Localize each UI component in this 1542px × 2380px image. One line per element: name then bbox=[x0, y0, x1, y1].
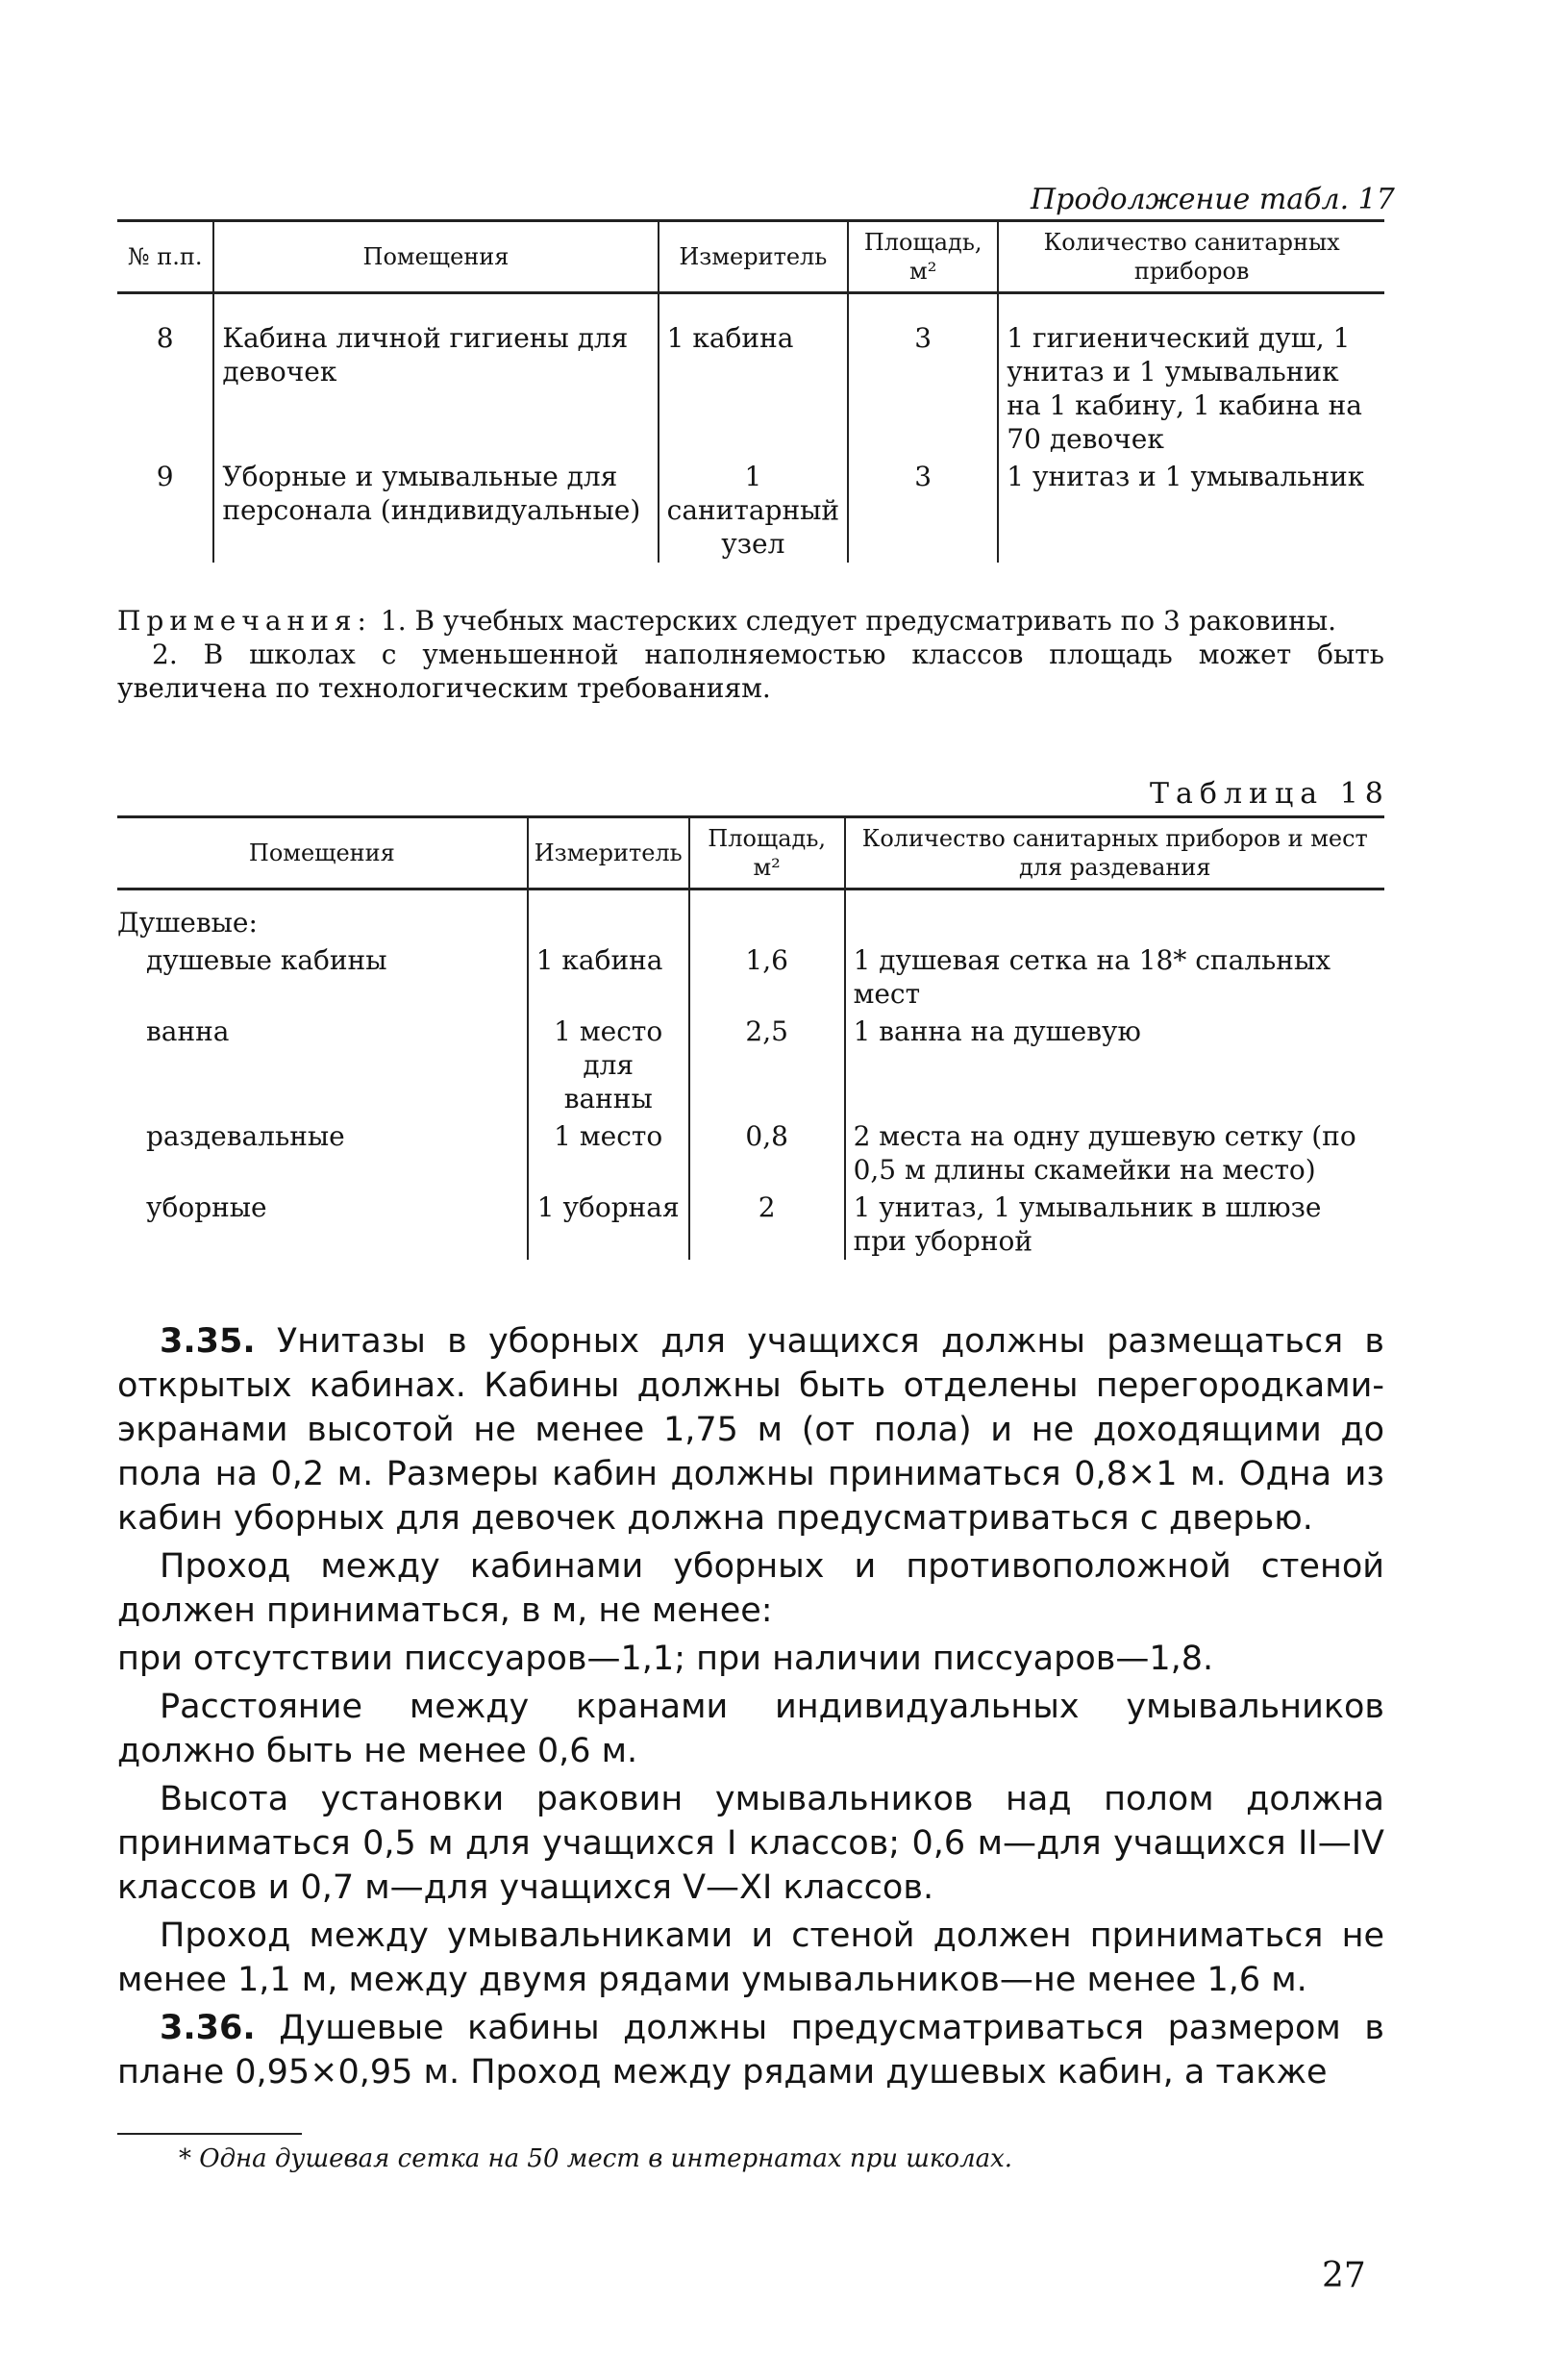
table18-cell-area: 1,6 bbox=[689, 941, 845, 1013]
paragraph-3-35-text: Унитазы в уборных для учащихся должны размещаться в открытых кабинах. Кабины должны быть отделены перегородками-экранами высотой не менее 1,75 м (от пола) и не доходящими до пола на 0,2 м. Размеры кабин должны приниматься 0,8×1 м. Одна из кабин уборных для девочек должна предусматриваться с дверью. bbox=[117, 1322, 1384, 1538]
table17-cell-qty: 1 гигиенический душ, 1 унитаз и 1 умывальник на 1 кабину, 1 кабина на 70 девочек bbox=[998, 319, 1384, 458]
table18-cell-room: душевые кабины bbox=[146, 944, 387, 976]
table17-cell-unit: 1 кабина bbox=[659, 319, 848, 458]
table-row bbox=[117, 319, 1384, 458]
paragraph-3-35 bbox=[117, 1319, 1384, 1541]
paragraph: Расстояние между кранами индивидуальных умывальников должно быть не менее 0,6 м. bbox=[117, 1688, 1384, 1770]
table17-cell-area: 3 bbox=[848, 458, 998, 563]
table17-continuation-caption: Продолжение табл. 17 bbox=[1031, 183, 1395, 216]
table18-header-row bbox=[117, 817, 1384, 889]
note-2: 2. В школах с уменьшенной наполняемостью классов площадь может быть увеличена по технологическим требованиям. bbox=[117, 639, 1384, 704]
table-row bbox=[117, 1189, 1384, 1260]
table17-cell-room: Уборные и умывальные для персонала (индивидуальные) bbox=[213, 458, 658, 563]
table18-cell-area: 0,8 bbox=[689, 1117, 845, 1189]
table17-cell-qty: 1 унитаз и 1 умывальник bbox=[998, 458, 1384, 563]
table17-cell-num: 8 bbox=[156, 322, 174, 354]
note-1 bbox=[117, 604, 1384, 638]
paragraph: Высота установки раковин умывальников над полом должна приниматься 0,5 м для учащихся I классов; 0,6 м—для учащихся II—IV классов и 0,7 м—для учащихся V—XI классов. bbox=[117, 1780, 1384, 1907]
table17-header-area: Площадь, м² bbox=[848, 221, 998, 293]
paragraph: при отсутствии писсуаров—1,1; при наличии писсуаров—1,8. bbox=[117, 1640, 1214, 1678]
paragraph-3-36-text: Душевые кабины должны предусматриваться размером в плане 0,95×0,95 м. Проход между рядами душевых кабин, а также bbox=[117, 2009, 1384, 2092]
table18-group-row bbox=[117, 889, 1384, 942]
paragraph: Проход между умывальниками и стеной должен приниматься не менее 1,1 м, между двумя рядами умывальников—не менее 1,6 м. bbox=[117, 1917, 1384, 1999]
table18-header-room: Помещения bbox=[117, 817, 528, 889]
table17-header-row bbox=[117, 221, 1384, 293]
table-row bbox=[117, 1117, 1384, 1189]
table18-cell-unit: 1 место для ванны bbox=[528, 1013, 689, 1117]
table18-group-label: Душевые: bbox=[117, 907, 258, 939]
footnote-divider bbox=[117, 2133, 302, 2135]
table18-cell-qty: 2 места на одну душевую сетку (по 0,5 м длины скамейки на место) bbox=[845, 1117, 1384, 1189]
table18-cell-area: 2 bbox=[689, 1189, 845, 1260]
table-row bbox=[117, 1013, 1384, 1117]
table18-cell-room: раздевальные bbox=[146, 1120, 345, 1152]
table18-cell-qty: 1 ванна на душевую bbox=[845, 1013, 1384, 1117]
table18-cell-unit: 1 уборная bbox=[528, 1189, 689, 1260]
table-row bbox=[117, 458, 1384, 563]
table-18 bbox=[117, 815, 1384, 1260]
note-1-text: 1. В учебных мастерских следует предусматривать по 3 раковины. bbox=[380, 605, 1336, 637]
table18-header-unit: Измеритель bbox=[528, 817, 689, 889]
body-text bbox=[117, 1319, 1384, 2098]
table17-header-room: Помещения bbox=[213, 221, 658, 293]
paragraph-3-36 bbox=[117, 2006, 1384, 2094]
table17-cell-area: 3 bbox=[848, 319, 998, 458]
table18-caption: Таблица 18 bbox=[1150, 777, 1390, 811]
table18-cell-unit: 1 кабина bbox=[528, 941, 689, 1013]
footnote: * Одна душевая сетка на 50 мест в интернатах при школах. bbox=[179, 2144, 1013, 2173]
table17-cell-room: Кабина личной гигиены для девочек bbox=[213, 319, 658, 458]
table18-header-qty: Количество санитарных приборов и мест для раздевания bbox=[845, 817, 1384, 889]
table-row bbox=[117, 941, 1384, 1013]
table17-notes bbox=[117, 604, 1384, 705]
paragraph: Проход между кабинами уборных и противоположной стеной должен приниматься, в м, не менее: bbox=[117, 1547, 1384, 1630]
table17-cell-unit: 1 санитарный узел bbox=[659, 458, 848, 563]
table-17 bbox=[117, 219, 1384, 563]
table18-cell-room: ванна bbox=[146, 1015, 230, 1047]
table17-header-num: № п.п. bbox=[117, 221, 213, 293]
section-number-3-35: 3.35. bbox=[160, 1322, 256, 1361]
section-number-3-36: 3.36. bbox=[160, 2009, 256, 2047]
table18-header-area: Площадь, м² bbox=[689, 817, 845, 889]
table18-cell-room: уборные bbox=[146, 1191, 267, 1223]
table17-cell-num: 9 bbox=[156, 461, 174, 492]
table18-cell-area: 2,5 bbox=[689, 1013, 845, 1117]
table17-header-qty: Количество санитарных приборов bbox=[998, 221, 1384, 293]
table18-cell-qty: 1 душевая сетка на 18* спальных мест bbox=[845, 941, 1384, 1013]
notes-label: Примечания: bbox=[117, 605, 372, 637]
table18-cell-qty: 1 унитаз, 1 умывальник в шлюзе при уборной bbox=[845, 1189, 1384, 1260]
page-number: 27 bbox=[1322, 2256, 1366, 2295]
table17-header-unit: Измеритель bbox=[659, 221, 848, 293]
table18-cell-unit: 1 место bbox=[528, 1117, 689, 1189]
